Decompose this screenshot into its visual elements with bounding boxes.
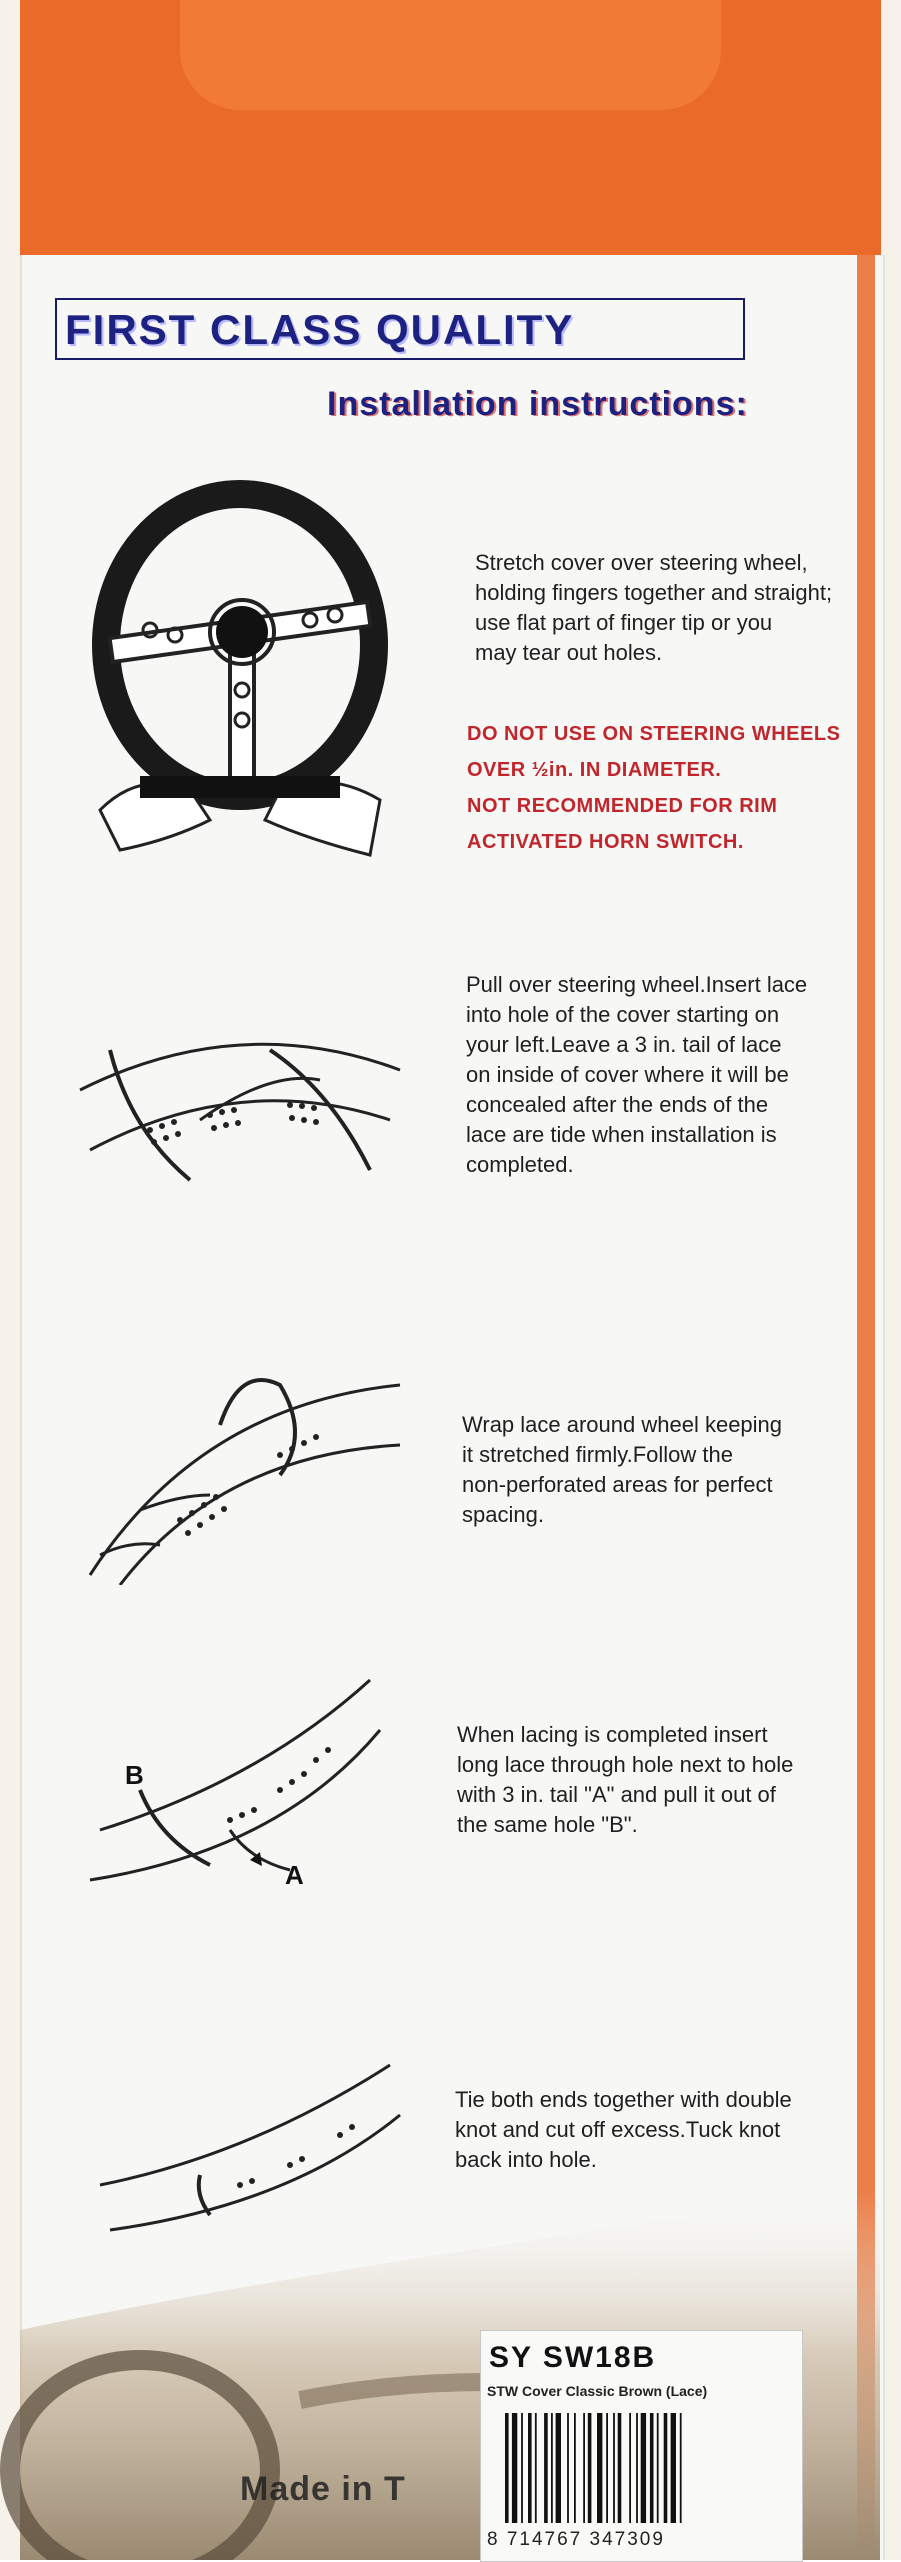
barcode [501, 2413, 771, 2523]
label-b: B [125, 1760, 144, 1790]
step1-text: Stretch cover over steering wheel, holding fingers together and straight; use flat part of finger tip or you may tear out holes. [475, 550, 833, 665]
made-in-text: Made in T [240, 2470, 406, 2508]
label-a: A [285, 1860, 304, 1890]
product-label [480, 2330, 803, 2562]
barcode-number: 8 714767 347309 [487, 2529, 665, 2550]
step2-text: Pull over steering wheel.Insert lace into hole of the cover starting on your left.Leave a 3 in. tail of lace on inside of cover where it will be concealed after the ends of the lace are tide when installation is completed. [466, 972, 808, 1177]
quality-banner [55, 298, 745, 360]
lace-insert-illustration [70, 1010, 410, 1210]
step1-warning: DO NOT USE ON STEERING WHEELS OVER ½in. IN DIAMETER. NOT RECOMMENDED FOR RIM ACTIVATED HORN SWITCH. [467, 723, 841, 853]
quality-banner-text: FIRST CLASS QUALITY [65, 306, 575, 353]
steering-wheel-illustration [80, 470, 400, 890]
step5-text: Tie both ends together with double knot and cut off excess.Tuck knot back into hole. [455, 2087, 792, 2172]
step4-text: When lacing is completed insert long lace through hole next to hole with 3 in. tail "A" and pull it out of the same hole "B". [457, 1722, 794, 1837]
instructions-heading: Installation instructions: [327, 385, 748, 423]
hang-tab [180, 0, 721, 110]
product-description: STW Cover Classic Brown (Lace) [487, 2383, 708, 2399]
sku-code: SY SW18B [489, 2341, 657, 2374]
step3-text: Wrap lace around wheel keeping it stretched firmly.Follow the non-perforated areas for perfect spacing. [462, 1412, 783, 1527]
lace-wrap-illustration [80, 1345, 410, 1585]
